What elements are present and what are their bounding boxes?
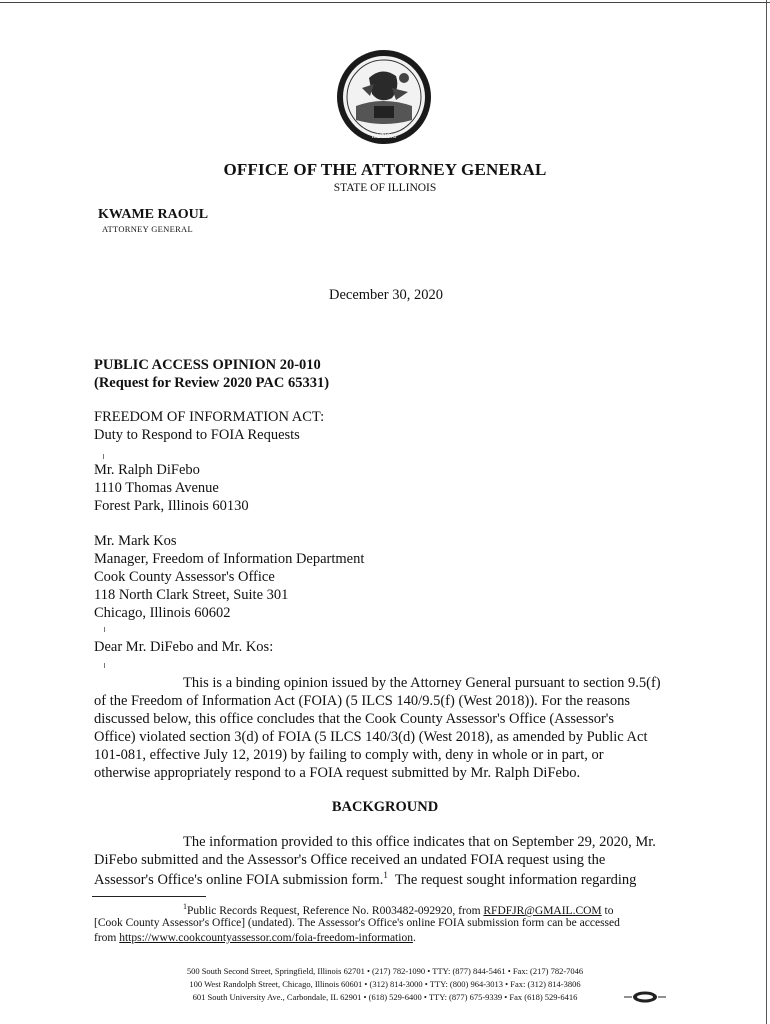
footnote-text: to (601, 904, 614, 917)
subject-topic: Duty to Respond to FOIA Requests (94, 427, 300, 443)
background-text: Assessor's Office's online FOIA submission form. (94, 871, 384, 888)
recipient2-office: Cook County Assessor's Office (94, 569, 275, 585)
subject-act: FREEDOM OF INFORMATION ACT: (94, 409, 325, 425)
intro-line: otherwise appropriately respond to a FOIA request submitted by Mr. Ralph DiFebo. (94, 765, 581, 781)
scan-mark (103, 454, 104, 459)
footnote-text: Public Records Request, Reference No. R003482-092920, from (187, 904, 484, 917)
footnote-email-link[interactable]: RFDFJR@GMAIL.COM (483, 904, 602, 917)
recipient2-title: Manager, Freedom of Information Department (94, 551, 365, 567)
letter-date: December 30, 2020 (329, 287, 443, 303)
scan-mark (104, 627, 105, 632)
scan-mark (104, 663, 105, 668)
opinion-request: (Request for Review 2020 PAC 65331) (94, 375, 330, 391)
background-line: The information provided to this office indicates that on September 29, 2020, Mr. (183, 834, 656, 850)
page-edge-top (0, 2, 770, 3)
recipient1-name: Mr. Ralph DiFebo (94, 462, 200, 478)
footer-address-springfield: 500 South Second Street, Springfield, Illinois 62701 • (217) 782-1090 • TTY: (877) 844-5461 • Fax: (217) 782-7046 (186, 966, 584, 976)
footnote-line (183, 902, 614, 917)
intro-line: 101-081, effective July 12, 2019) by failing to comply with, deny in whole or in part, or (94, 747, 604, 763)
state-name: STATE OF ILLINOIS (333, 182, 437, 194)
background-line (94, 870, 636, 889)
background-text: The request sought information regarding (394, 871, 637, 888)
attorney-general-name: KWAME RAOUL (98, 207, 209, 222)
background-line: DiFebo submitted and the Assessor's Office received an undated FOIA request using the (94, 852, 606, 868)
footer-address-carbondale: 601 South University Ave., Carbondale, IL 62901 • (618) 529-6400 • TTY: (877) 675-9339 • Fax (618) 529-6416 (192, 992, 578, 1002)
footnote-line: [Cook County Assessor's Office] (undated). The Assessor's Office's online FOIA submission form can be accessed (94, 917, 620, 929)
page-edge-right (766, 0, 767, 1024)
intro-line: This is a binding opinion issued by the Attorney General pursuant to section 9.5(f) (183, 675, 661, 691)
background-text (388, 872, 395, 888)
recipient2-city: Chicago, Illinois 60602 (94, 605, 231, 621)
footnote-text: from (94, 932, 120, 944)
footnote-url-link[interactable]: https://www.cookcountyassessor.com/foia-freedom-information (119, 932, 413, 944)
intro-line: Office) violated section 3(d) of FOIA (5 ILCS 140/3(d) (West 2018), as amended by Public Act (94, 729, 648, 745)
footnote-ref[interactable]: 1 (383, 870, 388, 880)
salutation: Dear Mr. DiFebo and Mr. Kos: (94, 639, 274, 655)
illinois-seal-icon (334, 48, 434, 146)
recipient1-city: Forest Park, Illinois 60130 (94, 498, 249, 514)
attorney-general-title: ATTORNEY GENERAL (102, 224, 193, 234)
recipient1-street: 1110 Thomas Avenue (94, 480, 219, 496)
intro-line: discussed below, this office concludes that the Cook County Assessor's Office (Assessor's (94, 711, 615, 727)
footer-address-chicago: 100 West Randolph Street, Chicago, Illinois 60601 • (312) 814-3000 • TTY: (800) 964-3013 • Fax: (312) 814-3806 (189, 979, 581, 989)
intro-line: of the Freedom of Information Act (FOIA) (5 ILCS 140/9.5(f) (West 2018)). For the reasons (94, 693, 631, 709)
footnote-text: . (412, 932, 416, 944)
recipient2-name: Mr. Mark Kos (94, 533, 177, 549)
svg-text:ILLINOIS: ILLINOIS (371, 133, 397, 140)
background-heading: BACKGROUND (331, 799, 439, 815)
footnote-rule (92, 896, 206, 897)
recycled-paper-icon (624, 990, 666, 1004)
opinion-title: PUBLIC ACCESS OPINION 20-010 (94, 357, 321, 373)
recipient2-street: 118 North Clark Street, Suite 301 (94, 587, 289, 603)
footnote-line (94, 932, 416, 944)
office-name: OFFICE OF THE ATTORNEY GENERAL (223, 160, 547, 179)
footnote-number: 1 (183, 902, 187, 911)
